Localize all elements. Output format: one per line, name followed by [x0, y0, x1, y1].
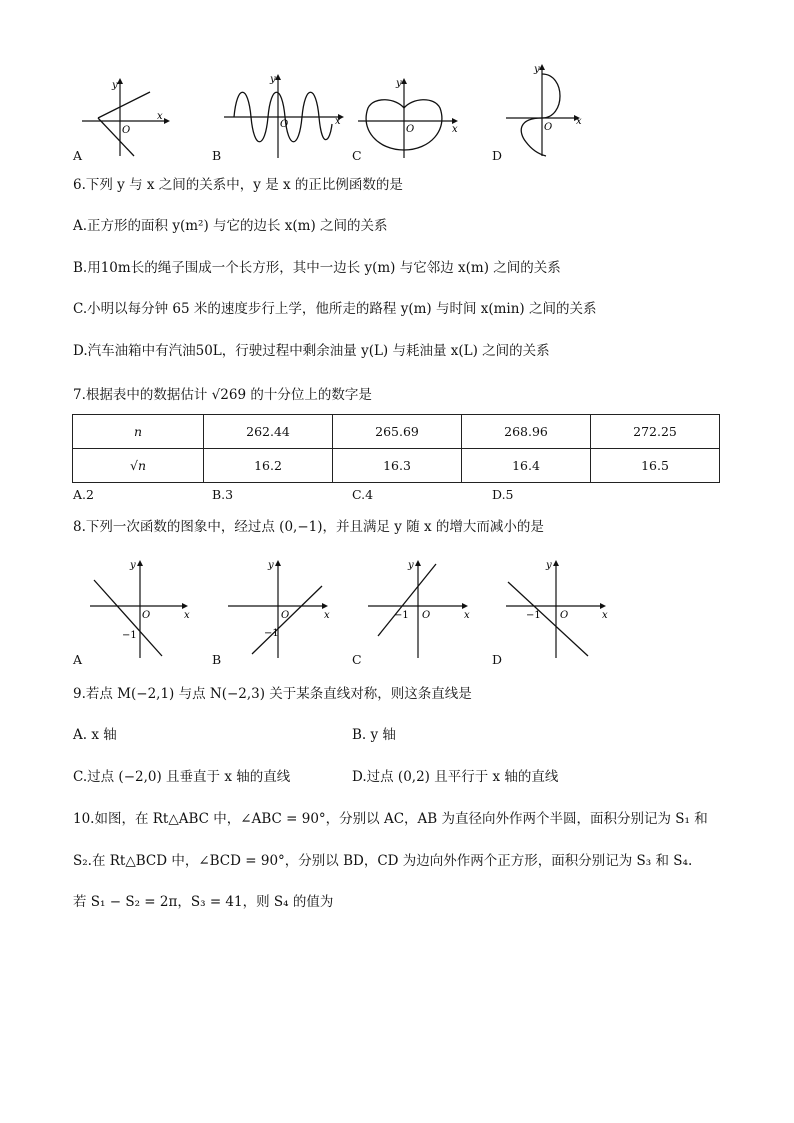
q8-option-d-label: D	[492, 652, 503, 667]
q5-option-b-label: B	[212, 148, 222, 163]
minus-one-label: −1	[394, 610, 409, 621]
y-axis-label: y	[534, 64, 540, 75]
x-axis-label: x	[157, 111, 163, 122]
q6-option-c: C.小明以每分钟 65 米的速度步行上学，他所走的路程 y(m) 与时间 x(min) 之间的关系	[73, 301, 597, 317]
q8-graph-b	[224, 556, 344, 660]
minus-one-label: −1	[526, 610, 541, 621]
q5-graph-b	[222, 72, 352, 160]
y-axis-label: y	[408, 560, 414, 571]
q5-option-a-label: A	[73, 148, 83, 163]
y-axis-label: y	[112, 80, 118, 91]
table-cell: 16.2	[204, 449, 333, 483]
origin-label: O	[406, 124, 415, 135]
q8-stem: 8.下列一次函数的图象中，经过点 (0,−1)，并且满足 y 随 x 的增大而减小的是	[73, 519, 544, 535]
q7-option-d: D.5	[492, 487, 514, 502]
origin-label: O	[280, 119, 289, 130]
q9-option-c: C.过点 (−2,0) 且垂直于 x 轴的直线	[73, 769, 291, 785]
minus-one-label: −1	[122, 630, 137, 641]
origin-label: O	[122, 125, 131, 136]
x-axis-label: x	[576, 116, 582, 127]
table-cell: 16.4	[462, 449, 591, 483]
q8-option-c-label: C	[352, 652, 362, 667]
table-header-sqrt-n: √n	[73, 449, 204, 483]
q6-option-a: A.正方形的面积 y(m²) 与它的边长 x(m) 之间的关系	[73, 218, 388, 234]
table-cell: 16.3	[333, 449, 462, 483]
table-cell: 16.5	[591, 449, 720, 483]
q5-graph-d	[504, 60, 594, 160]
q7-option-c: C.4	[352, 487, 374, 502]
origin-label: O	[422, 610, 431, 621]
q5-graph-a	[78, 76, 178, 158]
q9-option-d: D.过点 (0,2) 且平行于 x 轴的直线	[352, 769, 559, 785]
table-row	[73, 415, 720, 449]
q7-option-b: B.3	[212, 487, 234, 502]
origin-label: O	[142, 610, 151, 621]
q7-option-a: A.2	[73, 487, 94, 502]
table-row	[73, 449, 720, 483]
q10-line-3: 若 S₁ − S₂ = 2π，S₃ = 41，则 S₄ 的值为	[73, 894, 334, 910]
y-axis-label: y	[396, 78, 402, 89]
y-axis-label: y	[546, 560, 552, 571]
x-axis-label: x	[184, 610, 190, 621]
q9-option-a: A. x 轴	[73, 727, 117, 743]
q8-option-b-label: B	[212, 652, 222, 667]
q5-graph-c	[356, 74, 466, 160]
origin-label: O	[281, 610, 290, 621]
y-axis-label: y	[270, 74, 276, 85]
table-cell: 262.44	[204, 415, 333, 449]
x-axis-label: x	[464, 610, 470, 621]
q7-stem: 7.根据表中的数据估计 √269 的十分位上的数字是	[73, 387, 372, 403]
q8-graph-c	[364, 556, 484, 660]
table-cell: 268.96	[462, 415, 591, 449]
q7-data-table	[72, 414, 720, 483]
x-axis-label: x	[324, 610, 330, 621]
q9-option-b: B. y 轴	[352, 727, 396, 743]
q10-line-2: S₂.在 Rt△BCD 中，∠BCD = 90°，分别以 BD，CD 为边向外作两个正方形，面积分别记为 S₃ 和 S₄.	[73, 853, 693, 869]
x-axis-label: x	[452, 124, 458, 135]
q8-option-a-label: A	[73, 652, 83, 667]
y-axis-label: y	[130, 560, 136, 571]
minus-one-label: −1	[264, 628, 279, 639]
y-axis-label: y	[268, 560, 274, 571]
table-cell: 265.69	[333, 415, 462, 449]
q6-stem: 6.下列 y 与 x 之间的关系中，y 是 x 的正比例函数的是	[73, 177, 403, 193]
q5-option-c-label: C	[352, 148, 362, 163]
x-axis-label: x	[602, 610, 608, 621]
table-header-n: n	[73, 415, 204, 449]
q6-option-b: B.用10m长的绳子围成一个长方形，其中一边长 y(m) 与它邻边 x(m) 之间的关系	[73, 260, 561, 276]
table-cell: 272.25	[591, 415, 720, 449]
q8-graph-d	[502, 556, 622, 660]
q5-option-d-label: D	[492, 148, 503, 163]
q8-graph-a	[84, 556, 204, 660]
q10-line-1: 10.如图，在 Rt△ABC 中，∠ABC = 90°，分别以 AC，AB 为直径向外作两个半圆，面积分别记为 S₁ 和	[73, 811, 708, 827]
origin-label: O	[560, 610, 569, 621]
q6-option-d: D.汽车油箱中有汽油50L，行驶过程中剩余油量 y(L) 与耗油量 x(L) 之间的关系	[73, 343, 550, 359]
x-axis-label: x	[335, 116, 341, 127]
origin-label: O	[544, 122, 553, 133]
q9-stem: 9.若点 M(−2,1) 与点 N(−2,3) 关于某条直线对称，则这条直线是	[73, 686, 472, 702]
